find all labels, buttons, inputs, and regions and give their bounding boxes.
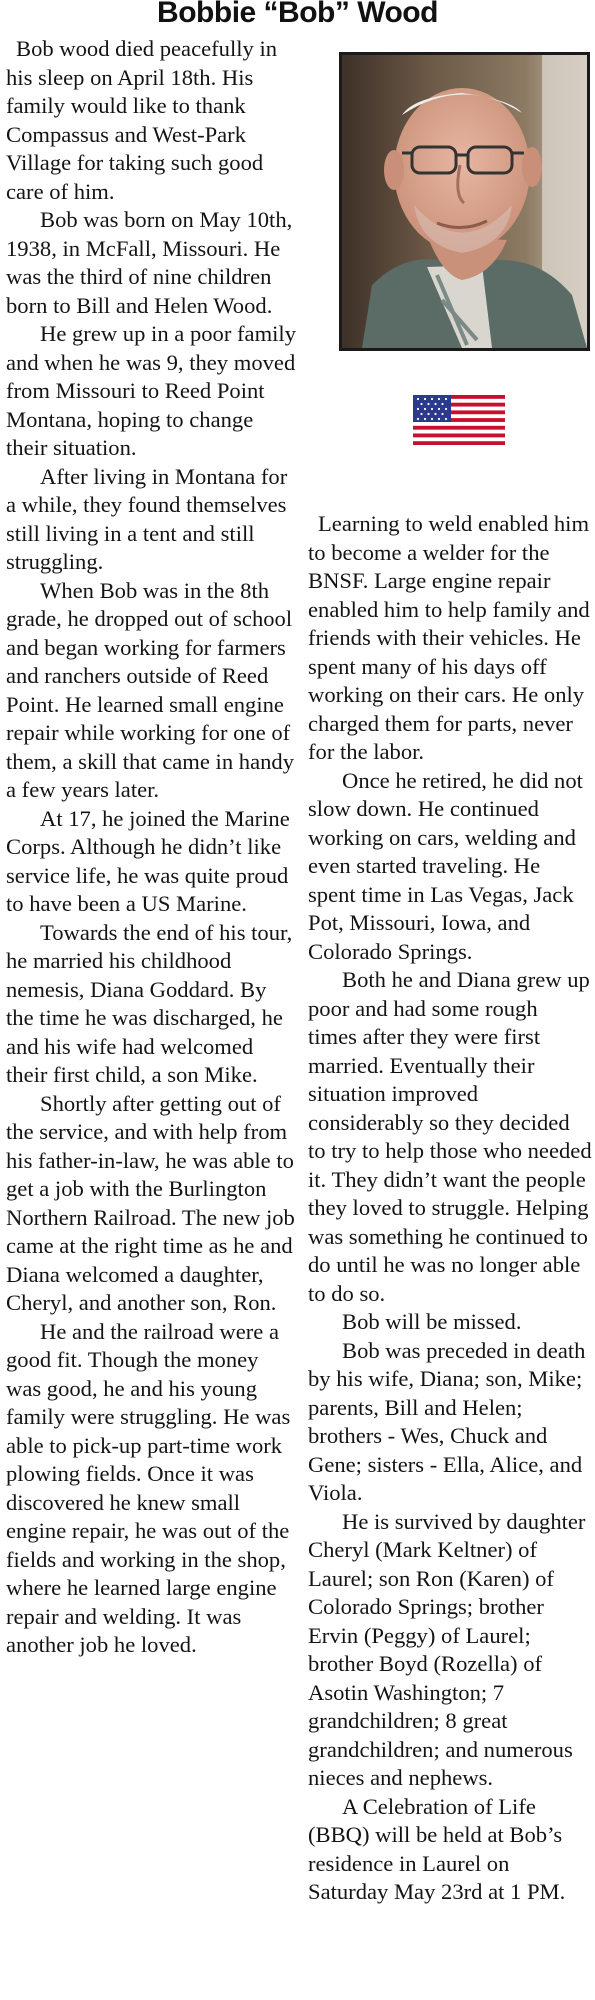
paragraph: Bob wood died peacefully in his sleep on April 18th. His family would like to thank Compassus and West-Park Village for taking such good care of him.: [6, 36, 278, 204]
paragraph: Towards the end of his tour, he married his childhood nemesis, Diana Goddard. By the time he was discharged, he and his wife had welcomed their first child, a son Mike.: [6, 919, 293, 1087]
paragraph: Once he retired, he did not slow down. He continued working on cars, welding and even started traveling. He spent time in Las Vegas, Jack Pot, Missouri, Iowa, and Colorado Springs.: [308, 767, 583, 964]
portrait-photo: [339, 52, 590, 351]
paragraph: At 17, he joined the Marine Corps. Although he didn’t like service life, he was quite proud to have been a US Marine.: [6, 805, 290, 916]
paragraph: Shortly after getting out of the service, and with help from his father-in-law, he was able to get a job with the Burlington Northern Railroad. The new job came at the right time as he and Diana welcomed a daughter, Cheryl, and another son, Ron.: [6, 1090, 295, 1315]
paragraph: He grew up in a poor family and when he was 9, they moved from Missouri to Reed Point Montana, hoping to change their situation.: [6, 321, 296, 460]
paragraph: After living in Montana for a while, they found themselves still living in a tent and still struggling.: [6, 463, 288, 574]
paragraph: Bob was born on May 10th, 1938, in McFall, Missouri. He was the third of nine children born to Bill and Helen Wood.: [6, 207, 293, 318]
paragraph: When Bob was in the 8th grade, he dropped out of school and began working for farmers and ranchers outside of Reed Point. He learned small engine repair while working for one of them, a skill that came in handy a few years later.: [6, 577, 294, 802]
paragraph: Bob was preceded in death by his wife, Diana; son, Mike; parents, Bill and Helen; brothers - Wes, Chuck and Gene; sisters - Ella, Alice, and Viola.: [308, 1337, 586, 1505]
portrait-illustration: [342, 55, 587, 348]
paragraph: A Celebration of Life (BBQ) will be held at Bob’s residence in Laurel on Saturday May 23rd at 1 PM.: [308, 1793, 566, 1904]
text-column-right: [308, 510, 592, 1907]
paragraph: Learning to weld enabled him to become a welder for the BNSF. Large engine repair enabled him to help family and friends with their vehicles. He spent many of his days off working on their cars. He only charged them for parts, never for the labor.: [308, 511, 590, 764]
obituary-title: Bobbie “Bob” Wood: [157, 0, 438, 29]
paragraph: He is survived by daughter Cheryl (Mark Keltner) of Laurel; son Ron (Karen) of Colorado Springs; brother Ervin (Peggy) of Laurel; brother Boyd (Rozella) of Asotin Washington; 7 grandchildren; 8 great grandchildren; and numerous nieces and nephews.: [308, 1508, 586, 1790]
paragraph: Bob will be missed.: [342, 1309, 522, 1334]
paragraph: Both he and Diana grew up poor and had some rough times after they were first married. Eventually their situation improved considerably so they decided to try to help those who needed it. They didn’t want the people they loved to struggle. Helping was something he continued to do until he was no longer able to do so.: [308, 967, 592, 1306]
american-flag-icon: [413, 395, 505, 445]
paragraph: He and the railroad were a good fit. Though the money was good, he and his young family were struggling. He was able to pick-up part-time work plowing fields. Once it was discovered he knew small engine repair, he was out of the fields and working in the shop, where he learned large engine repair and welding. It was another job he loved.: [6, 1318, 291, 1657]
text-column-left: [6, 35, 298, 1660]
